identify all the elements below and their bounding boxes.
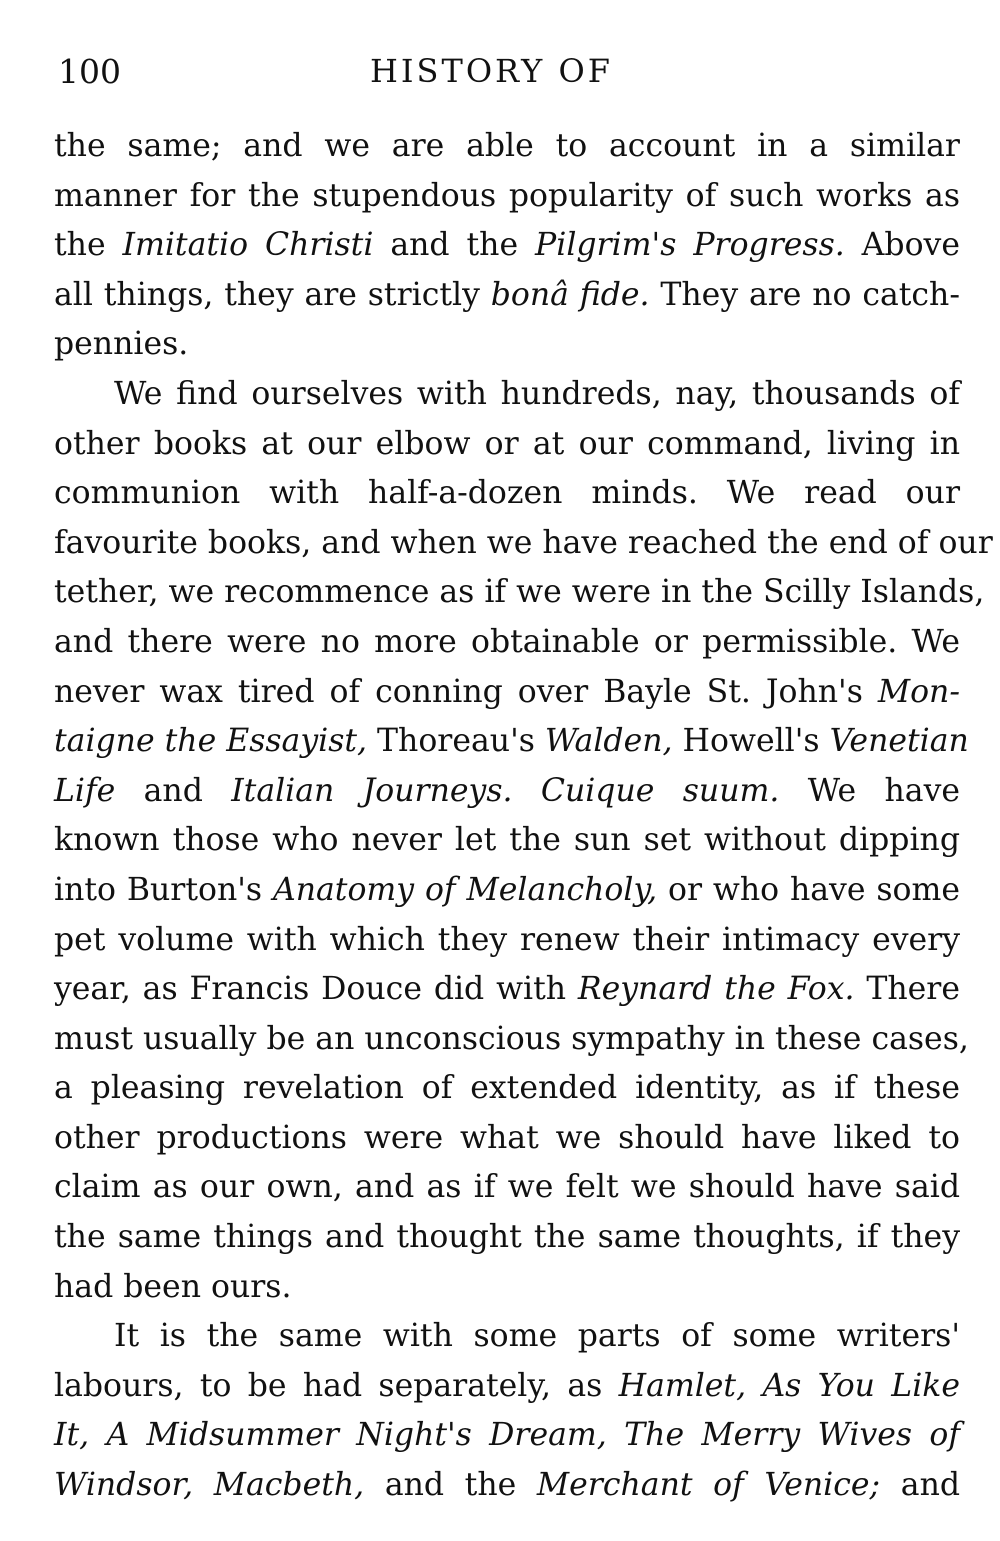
text-line <box>54 1114 960 1164</box>
text-segment: and there were no more obtainable or permissible. We <box>54 623 960 660</box>
text-segment: known those who never let the sun set without dipping <box>54 822 960 859</box>
text-line <box>54 1163 960 1213</box>
text-line <box>54 519 993 569</box>
italic-title: A Midsummer Night's Dream, <box>106 1417 607 1454</box>
page-header <box>58 52 958 102</box>
text-segment: tether, we recommence as if we were in the Scilly Islands, <box>54 574 985 611</box>
text-segment: into Burton's <box>54 871 273 908</box>
text-segment: must usually be an unconscious sympathy in these cases, <box>54 1020 969 1057</box>
text-line <box>54 271 960 321</box>
text-segment: the <box>54 227 123 264</box>
text-segment: Howell's <box>672 723 830 760</box>
text-line <box>54 767 960 817</box>
text-line <box>54 1213 960 1263</box>
text-line <box>54 965 960 1015</box>
text-segment: other books at our elbow or at our command, living in <box>54 425 960 462</box>
italic-title: Macbeth, <box>213 1467 365 1504</box>
italic-title: Imitatio Christi <box>122 227 374 264</box>
text-segment: We find ourselves with hundreds, nay, thousands of <box>114 375 960 412</box>
text-line <box>54 916 960 966</box>
text-segment: They are no catch- <box>649 276 960 313</box>
text-segment <box>746 1368 762 1404</box>
italic-title: Windsor, <box>54 1467 194 1504</box>
italic-title: Cuique suum. <box>540 772 780 809</box>
text-line <box>54 568 985 618</box>
text-line <box>54 1064 960 1114</box>
italic-title: Merchant of Venice; <box>536 1467 881 1504</box>
text-segment: other productions were what we should have liked to <box>54 1119 960 1156</box>
text-segment <box>607 1417 624 1453</box>
italic-title: Hamlet, <box>618 1367 747 1404</box>
text-line <box>54 1312 960 1362</box>
text-segment <box>89 1417 106 1453</box>
text-segment: and the <box>373 227 536 264</box>
text-line <box>54 1411 960 1461</box>
italic-title: Reynard the Fox. <box>577 971 855 1008</box>
text-segment: had been ours. <box>54 1268 292 1305</box>
italic-title: Anatomy of Melancholy, <box>272 871 658 908</box>
text-line <box>54 668 960 718</box>
text-segment: We have <box>779 772 961 809</box>
page-number: 100 <box>58 52 121 91</box>
text-line <box>54 1461 960 1511</box>
text-line <box>54 618 960 668</box>
text-segment: pet volume with which they renew their intimacy every <box>54 921 960 958</box>
text-segment: favourite books, and when we have reached the end of our <box>54 524 993 561</box>
text-segment: Above <box>844 227 960 264</box>
text-line <box>54 1263 960 1313</box>
italic-title: Walden, <box>544 723 673 760</box>
text-segment <box>513 773 541 809</box>
text-line <box>54 122 960 172</box>
text-segment: and <box>115 772 232 809</box>
text-segment: all things, they are strictly <box>54 276 491 313</box>
text-line <box>54 172 960 222</box>
text-line <box>54 717 969 767</box>
italic-title: As You Like <box>762 1367 961 1404</box>
text-segment: communion with half-a-dozen minds. We read our <box>54 475 960 512</box>
paragraph <box>54 122 960 370</box>
text-segment: manner for the stupendous popularity of such works as <box>54 177 960 214</box>
text-line <box>54 816 960 866</box>
text-line <box>54 1362 960 1412</box>
text-segment: or who have some <box>657 871 961 908</box>
body-text <box>54 122 993 1511</box>
italic-title: It, <box>54 1417 90 1454</box>
text-segment: It is the same with some parts of some writers' <box>114 1318 960 1355</box>
running-head: HISTORY OF <box>370 52 613 90</box>
text-line <box>54 866 960 916</box>
italic-title: Life <box>54 772 116 809</box>
italic-title: taigne the Essayist, <box>54 723 368 760</box>
text-line <box>54 420 960 470</box>
text-line <box>54 469 960 519</box>
text-segment: a pleasing revelation of extended identity, as if these <box>54 1070 960 1107</box>
paragraph <box>54 370 993 1312</box>
italic-title: bonâ fide. <box>490 276 650 313</box>
text-segment: claim as our own, and as if we felt we should have said <box>54 1169 960 1206</box>
text-segment: labours, to be had separately, as <box>54 1367 619 1404</box>
italic-title: Venetian <box>829 723 969 760</box>
paragraph <box>54 1312 960 1510</box>
text-segment: never wax tired of conning over Bayle St. John's <box>54 673 878 710</box>
text-segment: Thoreau's <box>367 723 545 760</box>
text-segment: the same things and thought the same thoughts, if they <box>54 1219 960 1256</box>
text-line <box>54 320 960 370</box>
italic-title: Mon- <box>877 673 960 710</box>
text-line <box>54 221 960 271</box>
text-line <box>54 1015 969 1065</box>
text-segment: pennies. <box>54 326 189 363</box>
text-segment <box>193 1467 214 1503</box>
text-segment: year, as Francis Douce did with <box>54 971 578 1008</box>
text-line <box>54 370 960 420</box>
italic-title: Italian Journeys. <box>231 772 513 809</box>
italic-title: Pilgrim's Progress. <box>535 227 845 264</box>
text-segment: the same; and we are able to account in a similar <box>54 128 960 164</box>
text-segment: There <box>854 971 961 1008</box>
italic-title: The Merry Wives of <box>624 1417 961 1454</box>
text-segment: and <box>880 1467 961 1504</box>
text-segment: and the <box>364 1467 537 1504</box>
